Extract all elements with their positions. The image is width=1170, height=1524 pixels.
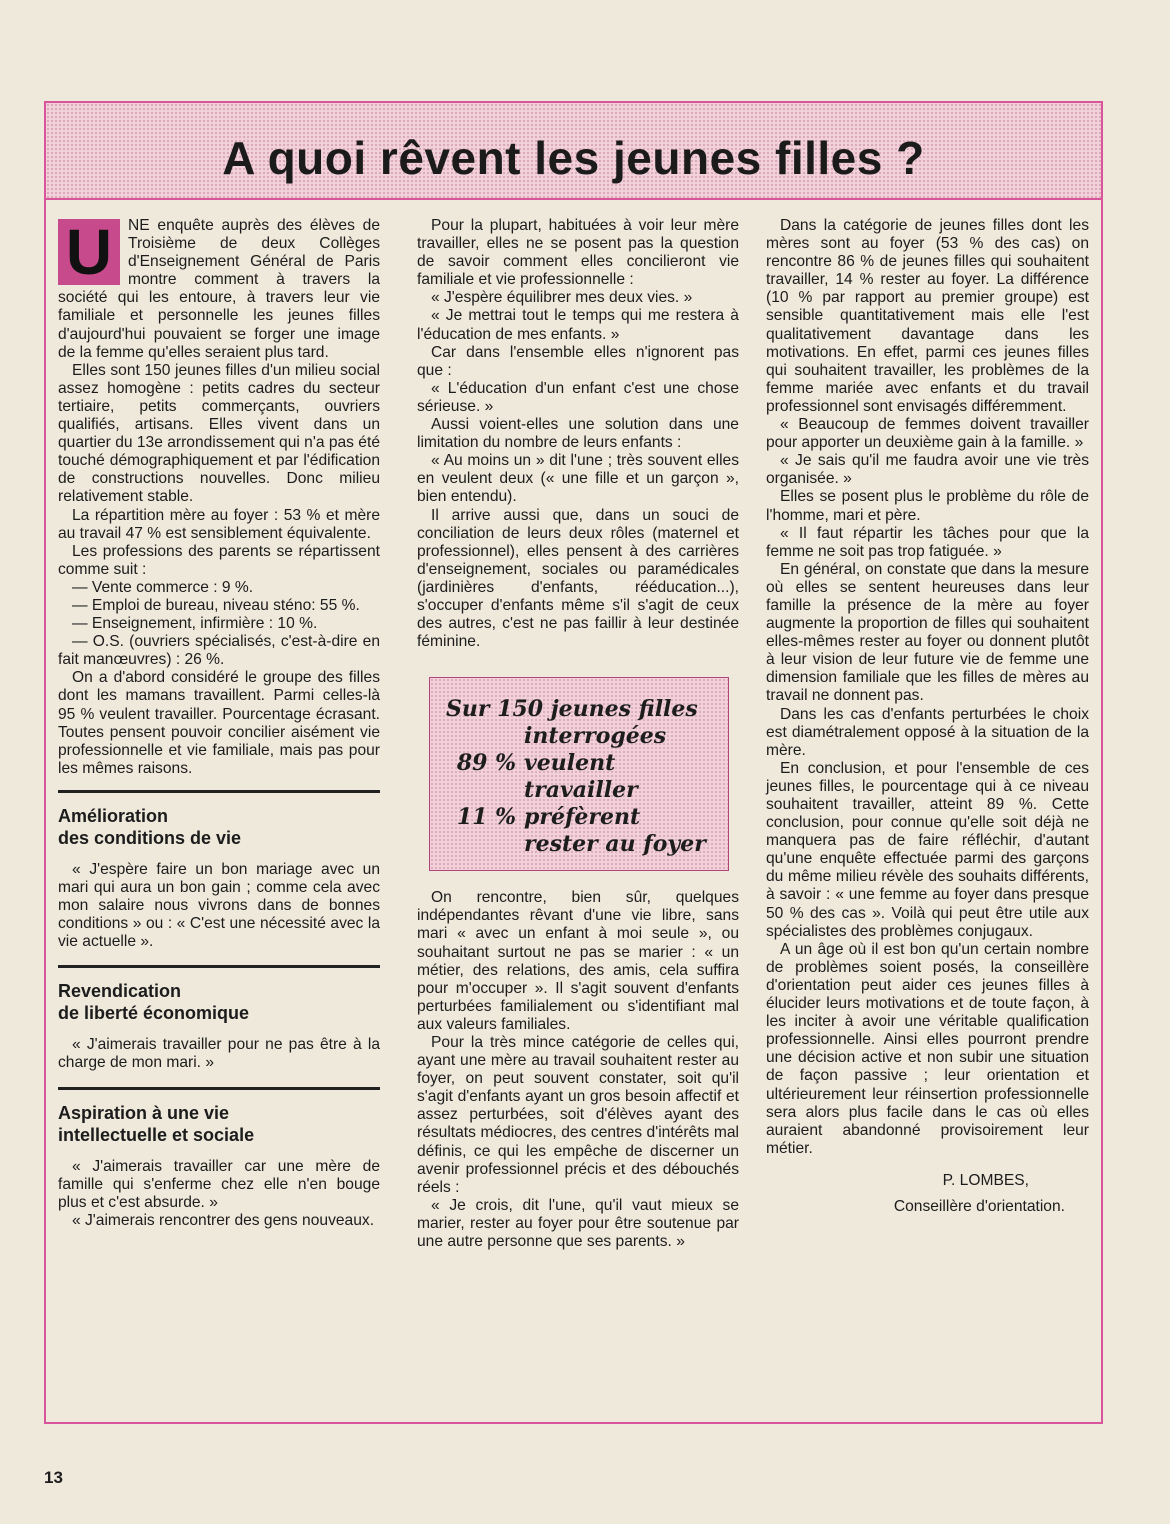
quote-paragraph: « Beaucoup de femmes doivent travailler pour apporter un deuxième gain à la famille. » — [766, 416, 1089, 452]
section-divider — [58, 790, 380, 793]
list-item: — O.S. (ouvriers spécialisés, c'est-à-dire en fait manœuvres) : 26 %. — [58, 633, 380, 669]
callout-line: travailler — [524, 777, 638, 804]
quote-paragraph: « Il faut répartir les tâches pour que la femme ne soit pas trop fatiguée. » — [766, 524, 1089, 560]
quote-paragraph: « Je mettrai tout le temps qui me restera à l'éducation de mes enfants. » — [417, 307, 739, 343]
article-column-2 — [417, 217, 739, 1251]
list-item: — Enseignement, infirmière : 10 %. — [72, 615, 318, 633]
quote-paragraph: « J'aimerais travailler pour ne pas être à la charge de mon mari. » — [58, 1036, 380, 1072]
page-number: 13 — [44, 1468, 63, 1487]
paragraph: Dans la catégorie de jeunes filles dont les mères sont au foyer (53 % des cas) on rencontre 86 % de jeunes filles qui souhaitent travailler, 14 % rester au foyer. La différence (10 % par rapport au premier groupe) est sensible quantitativement mais elle l'est qualitativement davantage dans les motivations. En effet, parmi ces jeunes filles qui souhaitent travailler, les problèmes de la femme mariée avec enfants et du travail professionnel sont envisagés différemment. — [766, 217, 1089, 415]
callout-line: préfèrent — [524, 804, 641, 831]
intro-paragraph: U NE enquête auprès des élèves de Troisième de deux Collèges d'Enseignement Général de Paris montre comment à travers la société qui les entoure, à travers leur vie familiale et personnelle les jeunes filles d'aujourd'hui pouvaient se forger une image de la femme qu'elles seraient plus tard. — [58, 216, 380, 361]
list-item: — Emploi de bureau, niveau sténo: 55 %. — [72, 596, 360, 614]
paragraph: Aussi voient-elles une solution dans une limitation du nombre de leurs enfants : — [417, 416, 739, 452]
author-name: P. LOMBES, — [942, 1171, 1029, 1189]
quote-paragraph: « Je sais qu'il me faudra avoir une vie très organisée. » — [766, 452, 1089, 488]
quote-paragraph: « J'espère faire un bon mariage avec un mari qui aura un bon gain ; comme cela avec mon salaire nous vivrons dans de bonnes conditions » ou : « C'est une nécessité avec la vie actuelle ». — [58, 860, 380, 951]
statistics-callout — [429, 677, 729, 871]
quote-paragraph: « Au moins un » dit l'une ; très souvent elles en veulent deux (« une fille et un garçon », bien entendu). — [417, 452, 739, 506]
section-divider — [58, 965, 380, 968]
section-heading: Amélioration des conditions de vie — [58, 805, 242, 848]
author-role: Conseillère d'orientation. — [893, 1197, 1065, 1215]
callout-percentage: 11 % — [456, 804, 516, 831]
paragraph: En conclusion, et pour l'ensemble de ces jeunes filles, le pourcentage qui à ce niveau souhaitent travailler, atteint 89 %. Cette conclusion, pour connue qu'elle soit déjà ne manquera pas de faire réfléchir, d'autant qu'une enquête effectuée parmi des garçons du même milieu révèle des souhaits différents, à savoir : « une femme au foyer dans presque 50 % des cas ». Voilà qui peut être utile aux spécialistes des problèmes conjugaux. — [766, 759, 1089, 940]
paragraph: Il arrive aussi que, dans un souci de conciliation de leurs deux rôles (maternel et professionnel), elles pensent à des carrières d'enseignement, sociales ou paramédicales (jardinières d'enfants, rééducation...), s'occuper d'enfants même s'il s'agit de ceux des autres, c'est ne pas faillir à leur destinée féminine. — [417, 506, 739, 651]
paragraph: En général, on constate que dans la mesure où elles se sentent heureuses dans leur famille la présence de la mère au foyer augmente la proportion de filles qui souhaitent elles-mêmes rester au foyer ou donnent plutôt à leur vision de leur future vie de femme une dimension familiale que les filles de mères au travail ne donnent pas. — [766, 560, 1089, 705]
paragraph: A un âge où il est bon qu'un certain nombre de problèmes soient posés, la conseillère d'orientation peut aider ces jeunes filles à élucider leurs motivations et de toute façon, à les inciter à avoir une véritable qualification professionnelle. Ainsi elles pourront prendre une décision active et non subir une situation de façon passive ; leur orientation et ultérieurement leur réinsertion professionnelle sera alors plus facile dans le cas où elles auraient abandonné provisoirement leur métier. — [766, 940, 1089, 1157]
page-title: A quoi rêvent les jeunes filles ? — [222, 132, 925, 184]
callout-line: interrogées — [524, 723, 667, 750]
title-band — [46, 103, 1101, 200]
quote-paragraph: « J'aimerais rencontrer des gens nouveaux. — [72, 1211, 375, 1229]
paragraph: La répartition mère au foyer : 53 % et mère au travail 47 % est sensiblement équivalente. — [58, 506, 380, 542]
quote-paragraph: « Je crois, dit l'une, qu'il vaut mieux se marier, rester au foyer pour être soutenue par une autre personne que ses parents. » — [417, 1196, 739, 1251]
callout-percentage: 89 % — [456, 750, 516, 777]
article-column-3 — [766, 217, 1089, 1216]
paragraph: Elles se posent plus le problème du rôle de l'homme, mari et père. — [766, 488, 1089, 524]
paragraph: Dans les cas d'enfants perturbées le choix est diamétralement opposé à la situation de la mère. — [766, 705, 1089, 759]
paragraph: On rencontre, bien sûr, quelques indépendantes rêvant d'une vie libre, sans mari « avec un enfant à moi seule », ou souhaitant surtout ne pas se marier : « un métier, des relations, des amis, cela suffira pour m'occuper ». Il s'agit souvent d'enfants perturbées familialement ou s'identifiant mal aux valeurs familiales. — [417, 889, 739, 1033]
callout-line: veulent — [524, 750, 616, 777]
quote-paragraph: « J'espère équilibrer mes deux vies. » — [431, 289, 693, 307]
section-heading: Aspiration à une vie intellectuelle et sociale — [58, 1102, 255, 1145]
list-item: — Vente commerce : 9 %. — [72, 578, 254, 596]
paragraph: Elles sont 150 jeunes filles d'un milieu social assez homogène : petits cadres du secteur tertiaire, petits commerçants, ouvriers qualifiés, artisans. Elles vivent dans un quartier du 13e arrondissement qui n'a pas été touché démographiquement et par l'édification de constructions nouvelles. Donc milieu relativement stable. — [58, 361, 380, 506]
callout-line: rester au foyer — [524, 831, 706, 858]
quote-paragraph: « L'éducation d'un enfant c'est une chose sérieuse. » — [417, 379, 739, 415]
callout-line: Sur 150 jeunes filles — [446, 696, 698, 723]
paragraph: Pour la plupart, habituées à voir leur mère travailler, elles ne se posent pas la question de savoir comment elles concilieront vie familiale et vie professionnelle : — [417, 217, 739, 289]
section-heading: Revendication de liberté économique — [58, 981, 250, 1024]
article-frame — [44, 101, 1103, 1424]
paragraph: Les professions des parents se répartissent comme suit : — [58, 542, 380, 578]
section-divider — [58, 1087, 380, 1090]
paragraph: Car dans l'ensemble elles n'ignorent pas que : — [417, 343, 739, 379]
paragraph: On a d'abord considéré le groupe des filles dont les mamans travaillent. Parmi celles-là 95 % veulent travailler. Pourcentage écrasant. Toutes pensent pouvoir concilier aisément vie professionnelle et vie familiale, mais pas pour les mêmes raisons. — [58, 669, 380, 777]
drop-cap: U — [58, 219, 120, 285]
article-column-1 — [58, 217, 380, 1230]
quote-paragraph: « J'aimerais travailler car une mère de famille qui s'enferme chez elle n'en bouge plus et c'est absurde. » — [58, 1157, 380, 1211]
paragraph: Pour la très mince catégorie de celles qui, ayant une mère au travail souhaitent rester au foyer, on peut souvent constater, soit qu'il s'agit d'enfants ayant un gros besoin affectif et assez perturbées, soit d'élèves ayant des résultats médiocres, des centres d'intérêts mal définis, ce qui les empêche de discerner un avenir professionnel précis et des débouchés réels : — [417, 1034, 739, 1196]
